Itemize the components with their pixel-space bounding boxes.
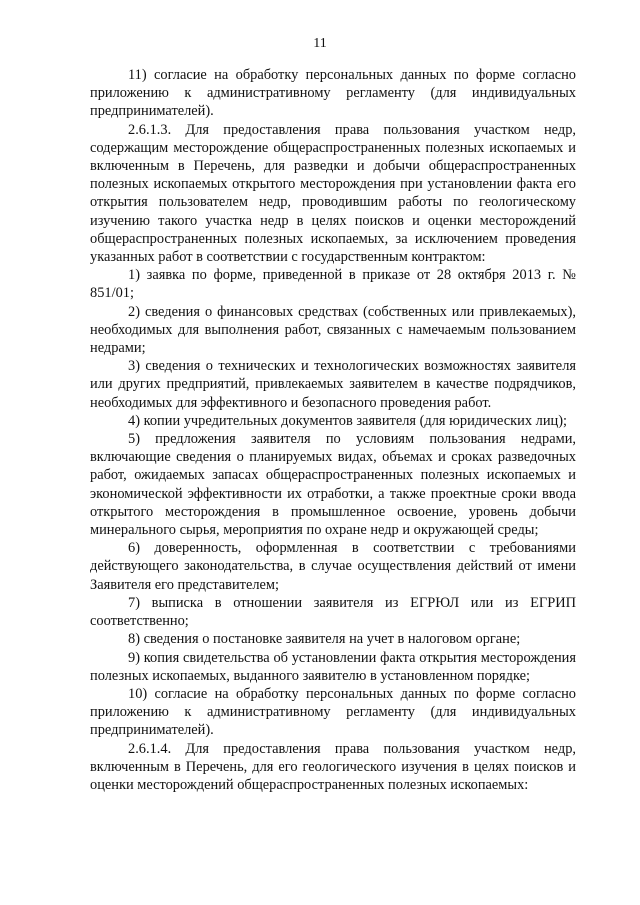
paragraph-item-1-application: 1) заявка по форме, приведенной в приказе от 28 октября 2013 г. № 851/01; xyxy=(90,267,576,302)
paragraph-item-4-founding-docs: 4) копии учредительных документов заявителя (для юридических лиц); xyxy=(128,412,568,429)
paragraph-section-2-6-1-4: 2.6.1.4. Для предоставления права пользования участком недр, включенным в Перечень, для его геологического изучения в целях поисков и оценки месторождений общераспространенных полезных ископаемых: xyxy=(90,740,576,793)
paragraph-item-2-financial: 2) сведения о финансовых средствах (собственных или привлекаемых), необходимых для выполнения работ, связанных с намечаемым пользованием недрами; xyxy=(90,303,576,357)
paragraph-item-7-registry-extract: 7) выписка в отношении заявителя из ЕГРЮЛ или из ЕГРИП соответственно; xyxy=(90,594,576,630)
paragraph-item-10-consent: 10) согласие на обработку персональных данных по форме согласно приложению к административному регламенту (для индивидуальных предпринимателей). xyxy=(90,685,576,739)
page-number: 11 xyxy=(313,36,327,51)
document-body xyxy=(90,66,576,794)
paragraph-item-11-consent: 11) согласие на обработку персональных данных по форме согласно приложению к административному регламенту (для индивидуальных предпринимателей). xyxy=(90,67,576,120)
paragraph-item-8-tax-registration: 8) сведения о постановке заявителя на учет в налоговом органе; xyxy=(128,631,521,648)
paragraph-item-9-discovery-certificate: 9) копия свидетельства об установлении факта открытия месторождения полезных ископаемых, выданного заявителю в установленном порядке; xyxy=(90,649,576,684)
paragraph-item-6-power-of-attorney: 6) доверенность, оформленная в соответствии с требованиями действующего законодательства, в случае осуществления действий от имени Заявителя его представителем; xyxy=(90,540,576,593)
paragraph-section-2-6-1-3: 2.6.1.3. Для предоставления права пользования участком недр, содержащим месторождение общераспространенных полезных ископаемых и включенным в Перечень, для разведки и добычи общераспространенных полезных ископаемых открытого месторождения при установлении факта его открытия пользователем недр, проводившим работы по геологическому изучению такого участка недр в целях поисков и оценки месторождений общераспространенных полезных ископаемых, за исключением проведения указанных работ в соответствии с государственным контрактом: xyxy=(90,121,576,266)
paragraph-item-3-technical: 3) сведения о технических и технологических возможностях заявителя или других предприятий, привлекаемых заявителем в качестве подрядчиков, необходимых для эффективного и безопасного проведения работ. xyxy=(90,358,576,411)
paragraph-item-5-proposals: 5) предложения заявителя по условиям пользования недрами, включающие сведения о планируемых видах, объемах и сроках разведочных работ, ожидаемых запасах общераспространенных полезных ископаемых и экономической эффективности их отработки, а также проектные сроки ввода открытого месторождения в промышленное освоение, уровень добычи минерального сырья, мероприятия по охране недр и окружающей среды; xyxy=(90,431,576,539)
